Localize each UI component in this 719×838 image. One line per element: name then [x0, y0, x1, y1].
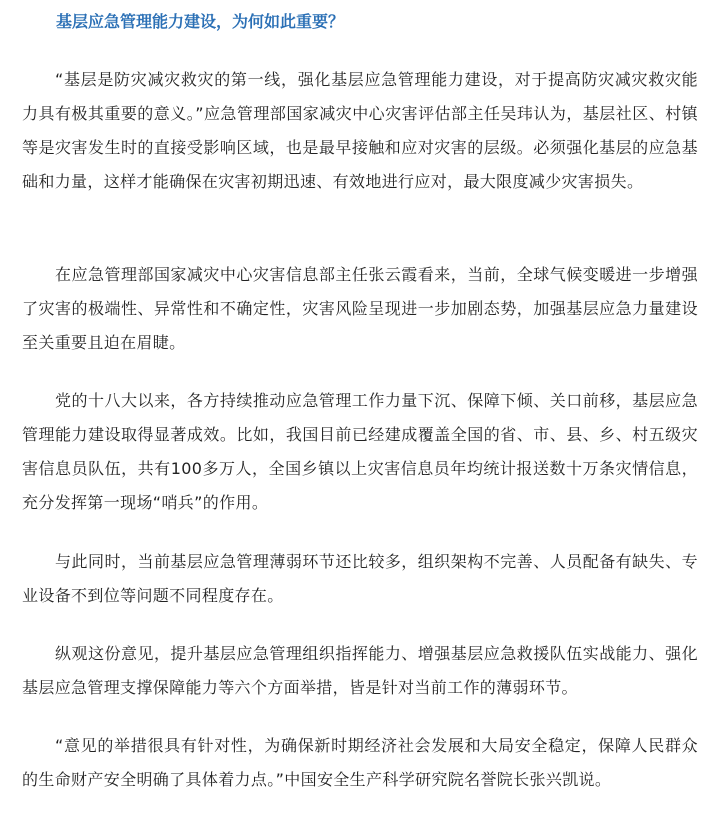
paragraph-1: “基层是防灾减灾救灾的第一线，强化基层应急管理能力建设，对于提高防灾减灾救灾能力具有极其重要的意义。”应急管理部国家减灾中心灾害评估部主任吴玮认为，基层社区、村镇等是灾害发生时的直接受影响区域，也是最早接触和应对灾害的层级。必须强化基层的应急基础和力量，这样才能确保在灾害初期迅速、有效地进行应对，最大限度减少灾害损失。 [22, 70, 698, 191]
article-heading: 基层应急管理能力建设，为何如此重要？ [56, 12, 345, 31]
paragraph-4: 与此同时，当前基层应急管理薄弱环节还比较多，组织架构不完善、人员配备有缺失、专业设备不到位等问题不同程度存在。 [22, 552, 698, 605]
paragraph-6: “意见的举措很具有针对性，为确保新时期经济社会发展和大局安全稳定，保障人民群众的生命财产安全明确了具体着力点。”中国安全生产科学研究院名誉院长张兴凯说。 [22, 736, 698, 789]
paragraph-2: 在应急管理部国家减灾中心灾害信息部主任张云霞看来，当前，全球气候变暖进一步增强了灾害的极端性、异常性和不确定性，灾害风险呈现进一步加剧态势，加强基层应急力量建设至关重要且迫在眉睫。 [22, 265, 698, 352]
paragraph-3: 党的十八大以来，各方持续推动应急管理工作力量下沉、保障下倾、关口前移，基层应急管理能力建设取得显著成效。比如，我国目前已经建成覆盖全国的省、市、县、乡、村五级灾害信息员队伍，共有100多万人，全国乡镇以上灾害信息员年均统计报送数十万条灾情信息，充分发挥第一现场“哨兵”的作用。 [22, 391, 698, 512]
paragraph-5: 纵观这份意见，提升基层应急管理组织指挥能力、增强基层应急救援队伍实战能力、强化基层应急管理支撑保障能力等六个方面举措，皆是针对当前工作的薄弱环节。 [22, 644, 698, 697]
